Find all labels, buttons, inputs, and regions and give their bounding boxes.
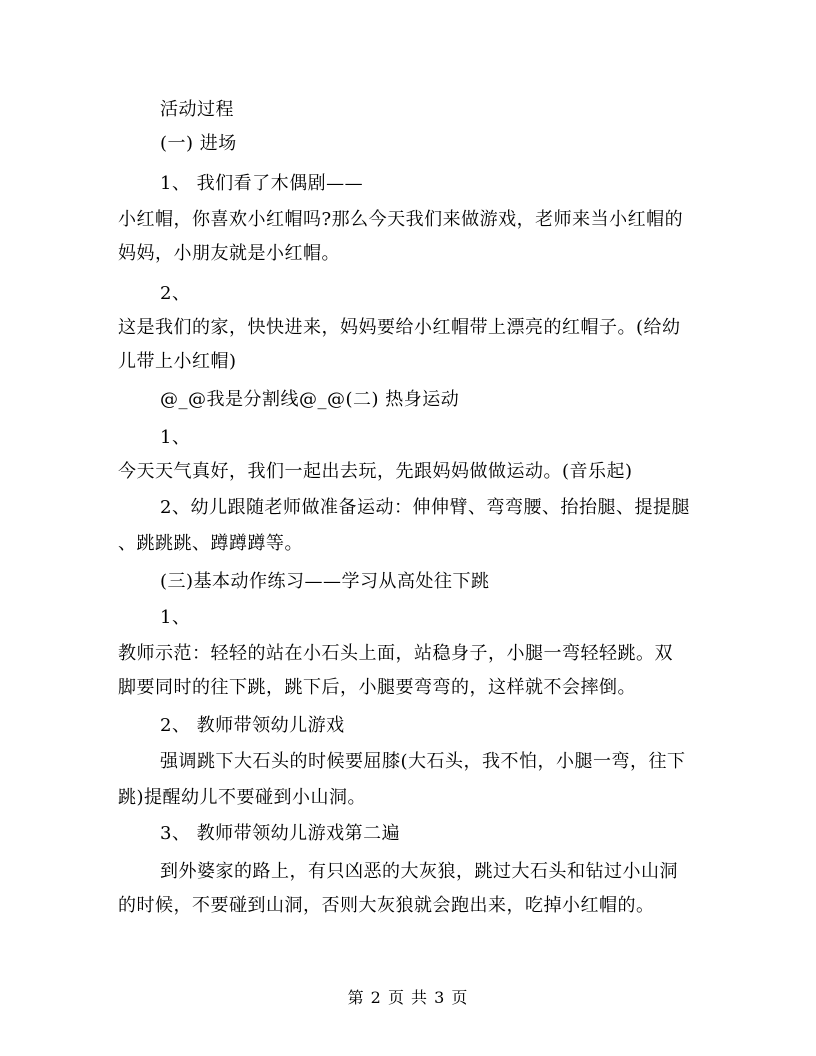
paragraph-line: 教师示范：轻轻的站在小石头上面，站稳身子，小腿一弯轻轻跳。双 (118, 643, 673, 664)
paragraph-line: 儿带上小红帽) (118, 351, 237, 372)
subsection-heading: (一) 进场 (160, 133, 237, 154)
paragraph-line: 妈妈，小朋友就是小红帽。 (118, 243, 340, 264)
paragraph-line: 到外婆家的路上，有只凶恶的大灰狼，跳过大石头和钻过小山洞 (160, 861, 678, 882)
paragraph-line: 2、幼儿跟随老师做准备运动：伸伸臂、弯弯腰、抬抬腿、提提腿 (160, 497, 690, 518)
paragraph-line: 1、 我们看了木偶剧—— (160, 173, 364, 194)
paragraph-line: 1、 (160, 427, 191, 448)
paragraph-line: 、跳跳跳、蹲蹲蹲等。 (118, 533, 303, 554)
paragraph-line: 的时候，不要碰到山洞，否则大灰狼就会跑出来，吃掉小红帽的。 (118, 895, 655, 916)
section-heading: 活动过程 (160, 99, 234, 120)
paragraph-line: 脚要同时的往下跳，跳下后，小腿要弯弯的，这样就不会摔倒。 (118, 677, 636, 698)
subsection-heading: @_@我是分割线@_@(二) 热身运动 (160, 389, 460, 410)
paragraph-line: 今天天气真好，我们一起出去玩，先跟妈妈做做运动。(音乐起) (118, 461, 633, 482)
subsection-heading: (三)基本动作练习——学习从高处往下跳 (160, 571, 490, 592)
paragraph-line: 2、 教师带领幼儿游戏 (160, 715, 345, 736)
paragraph-line: 3、 教师带领幼儿游戏第二遍 (160, 823, 401, 844)
page-number-footer: 第 2 页 共 3 页 (347, 988, 469, 1007)
paragraph-line: 跳)提醒幼儿不要碰到小山洞。 (118, 787, 367, 808)
paragraph-line: 小红帽，你喜欢小红帽吗?那么今天我们来做游戏，老师来当小红帽的 (118, 209, 684, 230)
paragraph-line: 2、 (160, 283, 191, 304)
paragraph-line: 强调跳下大石头的时候要屈膝(大石头，我不怕，小腿一弯，往下 (160, 751, 686, 772)
paragraph-line: 这是我们的家，快快进来，妈妈要给小红帽带上漂亮的红帽子。(给幼 (118, 317, 681, 338)
paragraph-line: 1、 (160, 607, 191, 628)
